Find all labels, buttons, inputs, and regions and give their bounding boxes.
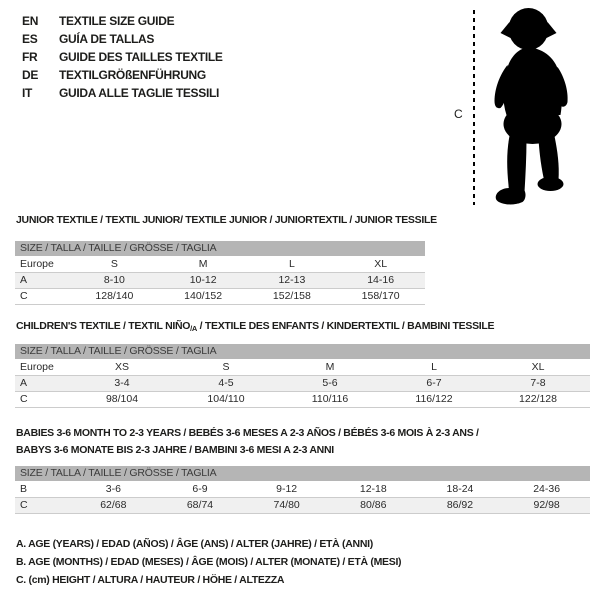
table-cell: 98/104 [70,391,174,407]
table-cell: 92/98 [503,497,590,513]
table-cell: 128/140 [70,288,159,304]
row-label-cell: C [15,288,70,304]
table-cell: 110/116 [278,391,382,407]
table-cell: S [174,359,278,375]
row-label-cell: A [15,272,70,288]
babies-title-line1: BABIES 3-6 MONTH TO 2-3 YEARS / BEBÉS 3-6 MESES A 2-3 AÑOS / BÉBÉS 3-6 MOIS À 2-3 ANS / [16,427,479,439]
table-cell: XL [336,256,425,272]
children-size-table [15,344,590,408]
table-cell: 12-13 [248,272,337,288]
legend-line-c: C. (cm) HEIGHT / ALTURA / HAUTEUR / HÖHE / ALTEZZA [16,574,285,586]
language-code: EN [22,14,39,28]
babies-size-table [15,466,590,514]
table-cell: 158/170 [336,288,425,304]
table-cell: L [382,359,486,375]
language-label: GUÍA DE TALLAS [59,32,155,46]
table-cell: 24-36 [503,481,590,497]
table-cell: 116/122 [382,391,486,407]
table-cell: 10-12 [159,272,248,288]
row-label-cell: Europe [15,256,70,272]
size-header-bar: SIZE / TALLA / TAILLE / GRÖSSE / TAGLIA [15,344,590,359]
row-label-cell: C [15,391,70,407]
row-label-cell: B [15,481,70,497]
table-cell: M [278,359,382,375]
table-cell: 80/86 [330,497,417,513]
babies-title-line2: BABYS 3-6 MONATE BIS 2-3 JAHRE / BAMBINI 3-6 MESI A 2-3 ANNI [16,444,334,456]
language-row-fr [22,48,223,66]
children-title-suffix: / TEXTILE DES ENFANTS / KINDERTEXTIL / BAMBINI TESSILE [197,320,495,332]
table-cell: 6-9 [157,481,244,497]
table-row [15,391,590,407]
table-cell: XS [70,359,174,375]
table-cell: 122/128 [486,391,590,407]
language-label: GUIDE DES TAILLES TEXTILE [59,50,223,64]
table-cell: 18-24 [417,481,504,497]
table-cell: 12-18 [330,481,417,497]
junior-size-table [15,241,425,305]
table-cell: L [248,256,337,272]
language-row-de [22,66,223,84]
table-cell: 9-12 [243,481,330,497]
measurement-legend [16,535,401,589]
height-measure-dashed-line [473,10,475,205]
table-row [15,288,425,304]
table-cell: 7-8 [486,375,590,391]
language-code: DE [22,68,39,82]
junior-section-title: JUNIOR TEXTILE / TEXTIL JUNIOR/ TEXTILE JUNIOR / JUNIORTEXTIL / JUNIOR TESSILE [16,214,437,226]
table-cell: 8-10 [70,272,159,288]
table-row [15,375,590,391]
table-row [15,359,590,375]
table-row [15,256,425,272]
table-cell: 4-5 [174,375,278,391]
children-title-prefix: CHILDREN'S TEXTILE / TEXTIL NIÑO [16,320,191,332]
table-cell: 152/158 [248,288,337,304]
children-title-subscript: /A [190,324,198,333]
table-cell: 6-7 [382,375,486,391]
legend-line-b: B. AGE (MONTHS) / EDAD (MESES) / ÂGE (MOIS) / ALTER (MONATE) / ETÀ (MESI) [16,556,402,568]
language-label: GUIDA ALLE TAGLIE TESSILI [59,86,220,100]
baby-silhouette [481,7,576,209]
size-header-bar: SIZE / TALLA / TAILLE / GRÖSSE / TAGLIA [15,241,425,256]
table-cell: 3-4 [70,375,174,391]
size-header-bar: SIZE / TALLA / TAILLE / GRÖSSE / TAGLIA [15,466,590,481]
table-row [15,272,425,288]
measure-label-c: C [454,107,463,121]
table-cell: 104/110 [174,391,278,407]
row-label-cell: Europe [15,359,70,375]
babies-section-title [16,425,479,459]
table-cell: S [70,256,159,272]
table-cell: 74/80 [243,497,330,513]
table-cell: 62/68 [70,497,157,513]
language-row-it [22,84,223,102]
table-row [15,481,590,497]
table-row [15,497,590,513]
table-cell: 14-16 [336,272,425,288]
language-label: TEXTILE SIZE GUIDE [59,14,175,28]
table-cell: M [159,256,248,272]
language-code: IT [22,86,33,100]
row-label-cell: C [15,497,70,513]
row-label-cell: A [15,375,70,391]
table-cell: 86/92 [417,497,504,513]
legend-line-a: A. AGE (YEARS) / EDAD (AÑOS) / ÂGE (ANS) / ALTER (JAHRE) / ETÀ (ANNI) [16,538,373,550]
language-row-es [22,30,223,48]
table-cell: 68/74 [157,497,244,513]
table-cell: XL [486,359,590,375]
language-label: TEXTILGRÖßENFÜHRUNG [59,68,206,82]
language-row-en [22,12,223,30]
language-code: FR [22,50,38,64]
table-cell: 3-6 [70,481,157,497]
children-section-title [16,318,494,337]
language-code: ES [22,32,38,46]
table-cell: 5-6 [278,375,382,391]
language-list [22,12,223,102]
table-cell: 140/152 [159,288,248,304]
